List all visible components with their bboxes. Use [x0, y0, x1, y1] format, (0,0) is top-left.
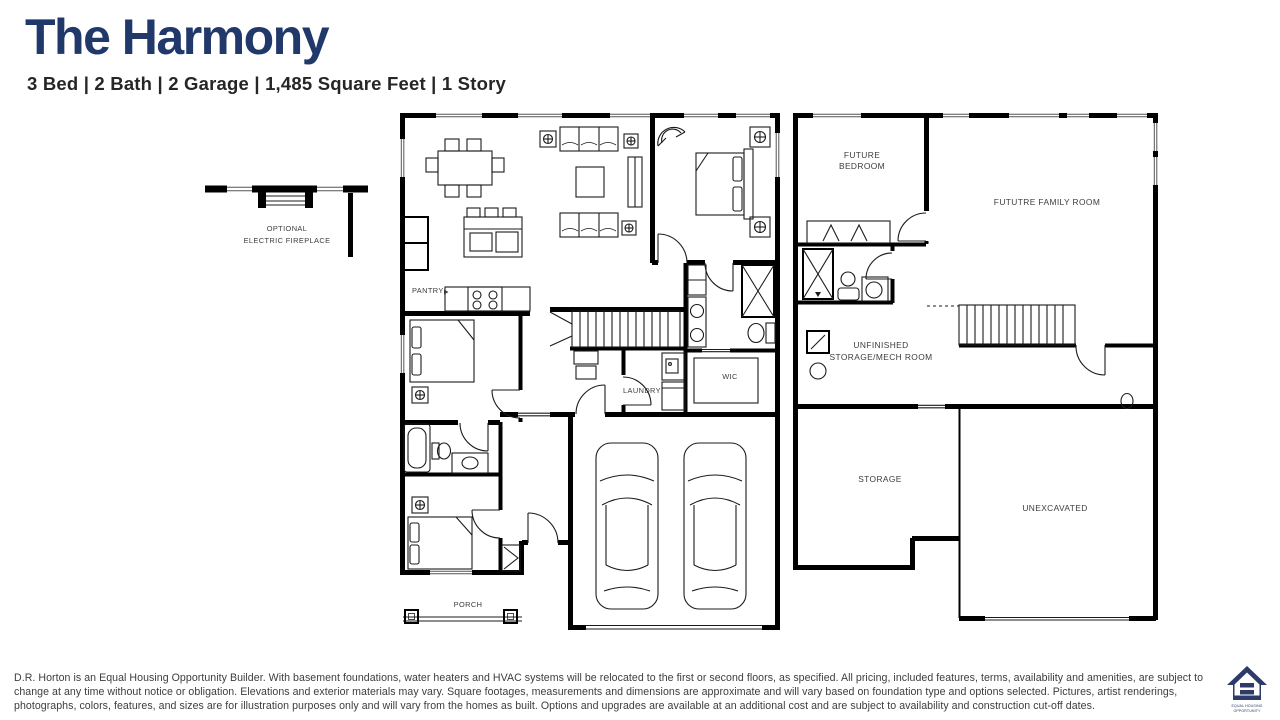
fireplace-detail-plan: [200, 182, 370, 312]
windows: [813, 113, 1158, 185]
bedroom2-furniture: [410, 320, 474, 403]
bath-rough-in: [803, 249, 888, 301]
stairs: [927, 305, 1075, 345]
room-label-unfinished-line1: UNFINISHED: [853, 340, 909, 350]
room-labels: [412, 286, 738, 609]
living-room-furniture: [540, 127, 642, 237]
room-label-pantry: PANTRY: [412, 286, 444, 295]
pantry-closet: [403, 217, 428, 270]
master-bedroom-furniture: [658, 127, 770, 237]
disclaimer-text: D.R. Horton is an Equal Housing Opportunity Builder. With basement foundations, water heaters and HVAC systems will be relocated to the first or second floors, as specified. All pricing, included features, terms, availability and amenities, are subject to change at any time without notice or obligation. Elevations and exterior materials may vary. Square footages, measurements and dimensions are approximate and will vary based on foundation type and options selected. Pictures, artist renderings, photographs, colors, features, and sizes are for illustration purposes only and will vary from the homes as built. Options and upgrades are available at an additional cost and are subject to availability and construction cut-off dates.: [14, 672, 1204, 712]
room-label-laundry: LAUNDRY: [623, 386, 661, 395]
room-label-fireplace-line2: ELECTRIC FIREPLACE: [243, 236, 331, 245]
room-label-storage: STORAGE: [858, 474, 902, 484]
doors: [866, 213, 1105, 375]
laundry-appliances: [662, 353, 685, 410]
room-label-unfinished-line2: STORAGE/MECH ROOM: [829, 352, 933, 362]
plan-specs: 3 Bed | 2 Bath | 2 Garage | 1,485 Square Feet | 1 Story: [27, 73, 506, 94]
bedroom3-furniture: [408, 497, 520, 571]
equal-housing-icon: [1227, 666, 1267, 700]
room-labels: [830, 150, 1101, 513]
eho-caption-line1: EQUAL HOUSING: [1231, 704, 1263, 708]
exterior-walls: [793, 113, 1158, 620]
master-bath-fixtures: [688, 265, 775, 403]
room-label-unexcavated: UNEXCAVATED: [1022, 503, 1088, 513]
room-label-porch: PORCH: [453, 600, 483, 609]
main-floor-plan: [400, 113, 780, 633]
kitchen-counter-stove: [445, 287, 530, 311]
dining-set: [426, 139, 504, 197]
page-title: The Harmony: [25, 9, 329, 65]
stairs: [550, 311, 680, 379]
garage-cars: [596, 443, 746, 609]
kitchen-island: [464, 208, 522, 257]
room-label-future-bedroom-line2: BEDROOM: [838, 161, 886, 171]
porch-structure: [403, 610, 522, 623]
pantry-arrow-icon: [444, 290, 449, 295]
room-label-fireplace-line1: OPTIONAL: [266, 224, 308, 233]
eho-caption-line2: OPPORTUNITY: [1233, 709, 1261, 713]
equal-housing-logo: [1227, 666, 1267, 716]
room-label-future-family-room: FUTUTRE FAMILY ROOM: [993, 197, 1101, 207]
windows: [400, 113, 780, 576]
bedroom-closet: [807, 221, 890, 243]
basement-plan: [793, 113, 1158, 653]
room-label-wic: WIC: [722, 372, 738, 381]
room-label-future-bedroom-line1: FUTURE: [843, 150, 881, 160]
fireplace-insert: [258, 192, 313, 208]
